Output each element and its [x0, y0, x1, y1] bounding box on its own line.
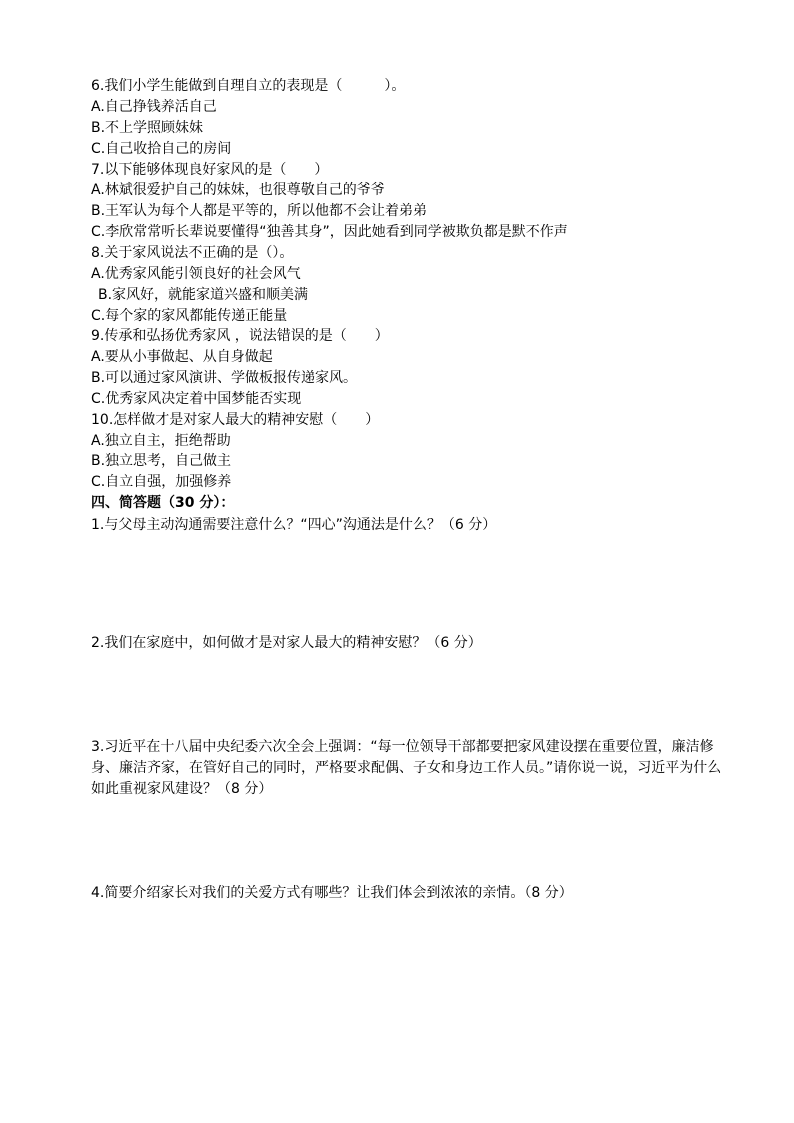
question-9-option-b: B.可以通过家风演讲、学做板报传递家风。 — [91, 370, 358, 386]
question-9-option-a: A.要从小事做起、从自身做起 — [91, 349, 273, 365]
question-7-option-b: B.王军认为每个人都是平等的，所以他都不会让着弟弟 — [91, 203, 428, 219]
question-10-option-a: A.独立自主，拒绝帮助 — [91, 433, 231, 449]
question-6-option-b: B.不上学照顾妹妹 — [91, 120, 204, 136]
question-8-option-c: C.每个家的家风都能传递正能量 — [91, 308, 288, 324]
question-6-option-c: C.自己收拾自己的房间 — [91, 141, 232, 157]
question-10-option-c: C.自立自强，加强修养 — [91, 474, 232, 490]
question-9-option-c: C.优秀家风决定着中国梦能否实现 — [91, 391, 302, 407]
question-7-option-a: A.林斌很爱护自己的妹妹，也很尊敬自己的爷爷 — [91, 182, 385, 198]
short-answer-1: 1.与父母主动沟通需要注意什么？“四心”沟通法是什么？（6 分） — [91, 517, 497, 533]
short-answer-3: 3.习近平在十八届中央纪委六次全会上强调：“每一位领导干部都要把家风建设摆在重要位置，廉洁修身、廉洁齐家，在管好自己的同时，严格要求配偶、子女和身边工作人员。”请你说一说，习近平为什么如此重视家风建设？（8 分） — [91, 739, 722, 797]
question-9-stem: 9.传承和弘扬优秀家风 ，说法错误的是（ ） — [91, 328, 389, 344]
question-10-stem: 10.怎样做才是对家人最大的精神安慰（ ） — [91, 412, 380, 428]
section-4-heading: 四、简答题（30 分）： — [91, 495, 235, 511]
question-6-stem: 6.我们小学生能做到自理自立的表现是（ ）。 — [91, 78, 406, 94]
question-7-option-c: C.李欣常常听长辈说要懂得“独善其身”，因此她看到同学被欺负都是默不作声 — [91, 224, 568, 240]
question-10-option-b: B.独立思考，自己做主 — [91, 453, 232, 469]
short-answer-2: 2.我们在家庭中，如何做才是对家人最大的精神安慰？（6 分） — [91, 635, 482, 651]
question-8-option-b: B.家风好，就能家道兴盛和顺美满 — [98, 287, 309, 303]
question-8-stem: 8.关于家风说法不正确的是（）。 — [91, 245, 294, 261]
question-7-stem: 7.以下能够体现良好家风的是（ ） — [91, 162, 329, 178]
question-6-option-a: A.自己挣钱养活自己 — [91, 99, 217, 115]
short-answer-4: 4.简要介绍家长对我们的关爱方式有哪些？让我们体会到浓浓的亲情。（8 分） — [91, 885, 573, 901]
question-8-option-a: A.优秀家风能引领良好的社会风气 — [91, 266, 301, 282]
